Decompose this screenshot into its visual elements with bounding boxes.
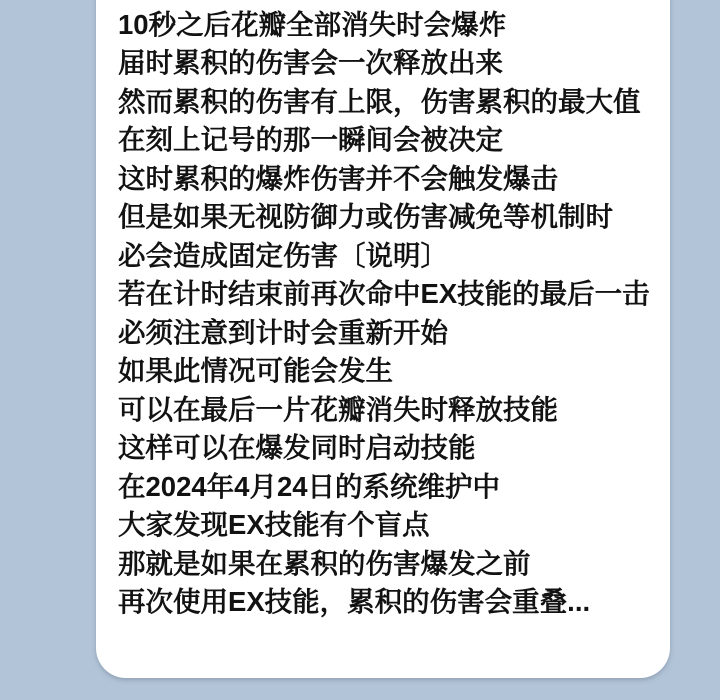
text-line: 如果此情况可能会发生 — [118, 355, 393, 387]
text-line: 必会造成固定伤害〔说明〕 — [118, 239, 448, 271]
text-lines — [118, 0, 678, 622]
text-line: 但是如果无视防御力或伤害减免等机制时 — [118, 201, 613, 233]
text-line: 再次使用EX技能，累积的伤害会重叠... — [118, 586, 591, 618]
text-line — [118, 0, 678, 6]
text-line: 10秒之后花瓣全部消失时会爆炸 — [118, 8, 507, 40]
text-line: 可以在最后一片花瓣消失时释放技能 — [118, 393, 558, 425]
text-line: 若在计时结束前再次命中EX技能的最后一击 — [118, 278, 650, 310]
text-line: 那就是如果在累积的伤害爆发之前 — [118, 547, 531, 579]
text-line: 大家发现EX技能有个盲点 — [118, 509, 430, 541]
text-line: 在刻上记号的那一瞬间会被决定 — [118, 124, 503, 156]
text-line: 这样可以在爆发同时启动技能 — [118, 432, 476, 464]
text-line: 这时累积的爆炸伤害并不会触发爆击 — [118, 162, 558, 194]
text-line: 在2024年4月24日的系统维护中 — [118, 470, 501, 502]
text-line: 然而累积的伤害有上限，伤害累积的最大值 — [118, 85, 641, 117]
text-line: 届时累积的伤害会一次释放出来 — [118, 47, 503, 79]
text-line: 必须注意到计时会重新开始 — [118, 316, 448, 348]
